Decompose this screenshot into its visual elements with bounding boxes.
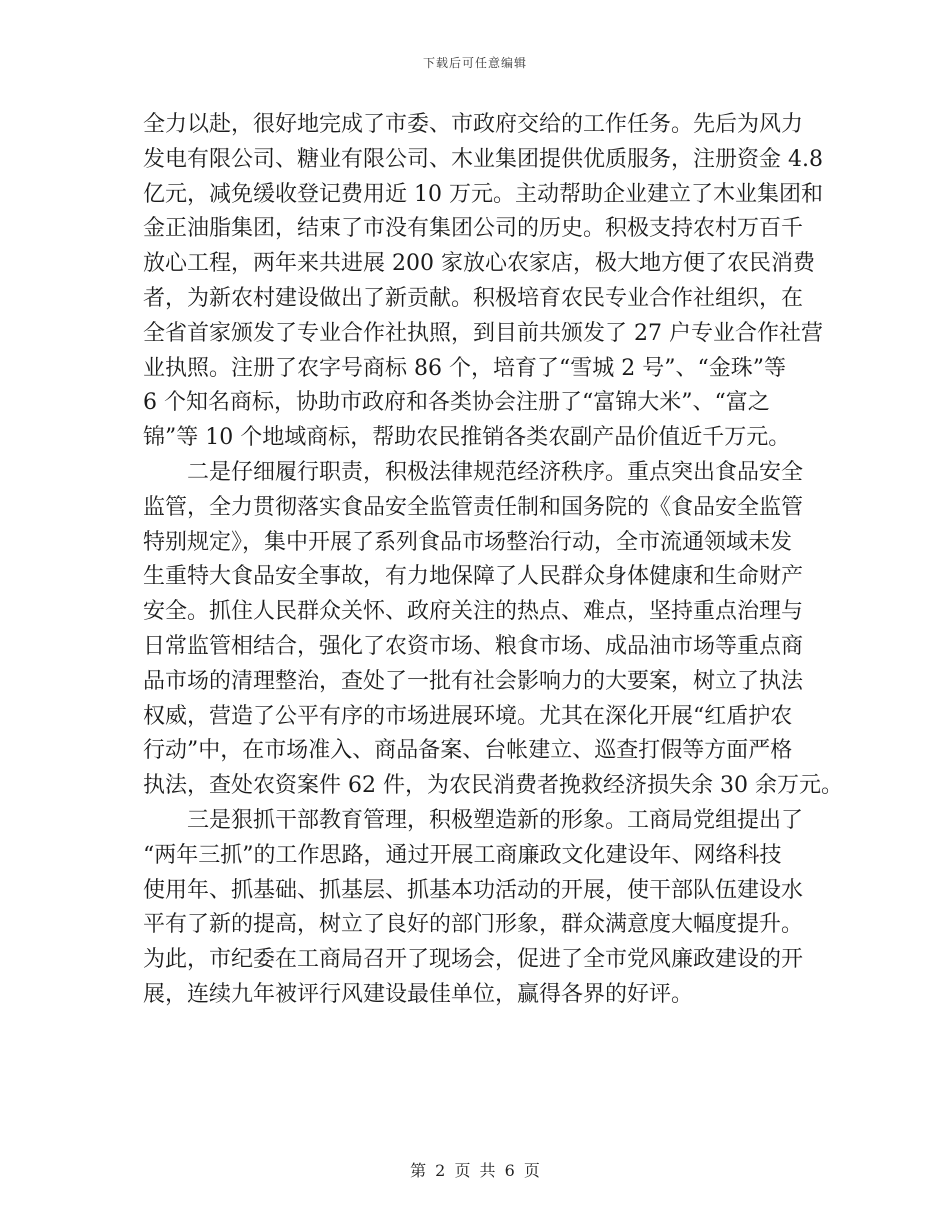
body-line: 放心工程，两年来共进展 200 家放心农家店，极大地方便了农民消费 bbox=[143, 251, 815, 277]
body-line: 权威，营造了公平有序的市场进展环境。尤其在深化开展“红盾护农 bbox=[143, 703, 793, 729]
body-line: 业执照。注册了农字号商标 86 个，培育了“雪城 2 号”、“金珠”等 bbox=[143, 355, 786, 381]
body-line: 6 个知名商标，协助市政府和各类协会注册了“富锦大米”、“富之 bbox=[143, 390, 770, 416]
body-line: 特别规定》，集中开展了系列食品市场整治行动，全市流通领域未发 bbox=[143, 529, 793, 555]
body-line: 安全。抓住人民群众关怀、政府关注的热点、难点，坚持重点治理与 bbox=[143, 599, 804, 625]
body-line: 为此，市纪委在工商局召开了现场会，促进了全市党风廉政建设的开 bbox=[143, 947, 804, 973]
body-line: 平有了新的提高，树立了良好的部门形象，群众满意度大幅度提升。 bbox=[143, 912, 804, 938]
body-line: 全省首家颁发了专业合作社执照，到目前共颁发了 27 户专业合作社营 bbox=[143, 320, 823, 346]
body-line: 者，为新农村建设做出了新贡献。积极培育农民专业合作社组织，在 bbox=[143, 285, 804, 311]
body-line: 锦”等 10 个地域商标，帮助农民推销各类农副产品价值近千万元。 bbox=[143, 425, 791, 451]
body-line: 亿元，减免缓收登记费用近 10 万元。主动帮助企业建立了木业集团和 bbox=[143, 181, 823, 207]
body-line: 生重特大食品安全事故，有力地保障了人民群众身体健康和生命财产 bbox=[143, 564, 804, 590]
body-line: 执法，查处农资案件 62 件，为农民消费者挽救经济损失余 30 余万元。 bbox=[143, 773, 843, 799]
body-line: 金正油脂集团，结束了市没有集团公司的历史。积极支持农村万百千 bbox=[143, 216, 804, 242]
body-line: 全力以赴，很好地完成了市委、市政府交给的工作任务。先后为风力 bbox=[143, 112, 804, 137]
body-line: 日常监管相结合，强化了农资市场、粮食市场、成品油市场等重点商 bbox=[143, 633, 804, 659]
page-number-footer: 第 2 页 共 6 页 bbox=[410, 1161, 540, 1180]
paragraph-start-line: 三是狠抓干部教育管理，积极塑造新的形象。工商局党组提出了 bbox=[187, 807, 804, 833]
paragraph-start-line: 二是仔细履行职责，积极法律规范经济秩序。重点突出食品安全 bbox=[187, 459, 804, 485]
body-line: 发电有限公司、糖业有限公司、木业集团提供优质服务，注册资金 4.8 bbox=[143, 146, 823, 172]
body-line: “两年三抓”的工作思路，通过开展工商廉政文化建设年、网络科技 bbox=[143, 842, 782, 868]
body-line: 行动”中，在市场准入、商品备案、台帐建立、巡查打假等方面严格 bbox=[143, 738, 793, 764]
body-line: 监管，全力贯彻落实食品安全监管责任制和国务院的《食品安全监管 bbox=[143, 494, 804, 520]
page-header: 下载后可任意编辑 bbox=[422, 56, 527, 70]
document-body bbox=[143, 108, 843, 1013]
body-line: 展，连续九年被评行风建设最佳单位，赢得各界的好评。 bbox=[143, 981, 694, 1007]
body-line: 使用年、抓基础、抓基层、抓基本功活动的开展，使干部队伍建设水 bbox=[143, 877, 804, 903]
body-line: 品市场的清理整治，查处了一批有社会影响力的大要案，树立了执法 bbox=[143, 668, 804, 694]
